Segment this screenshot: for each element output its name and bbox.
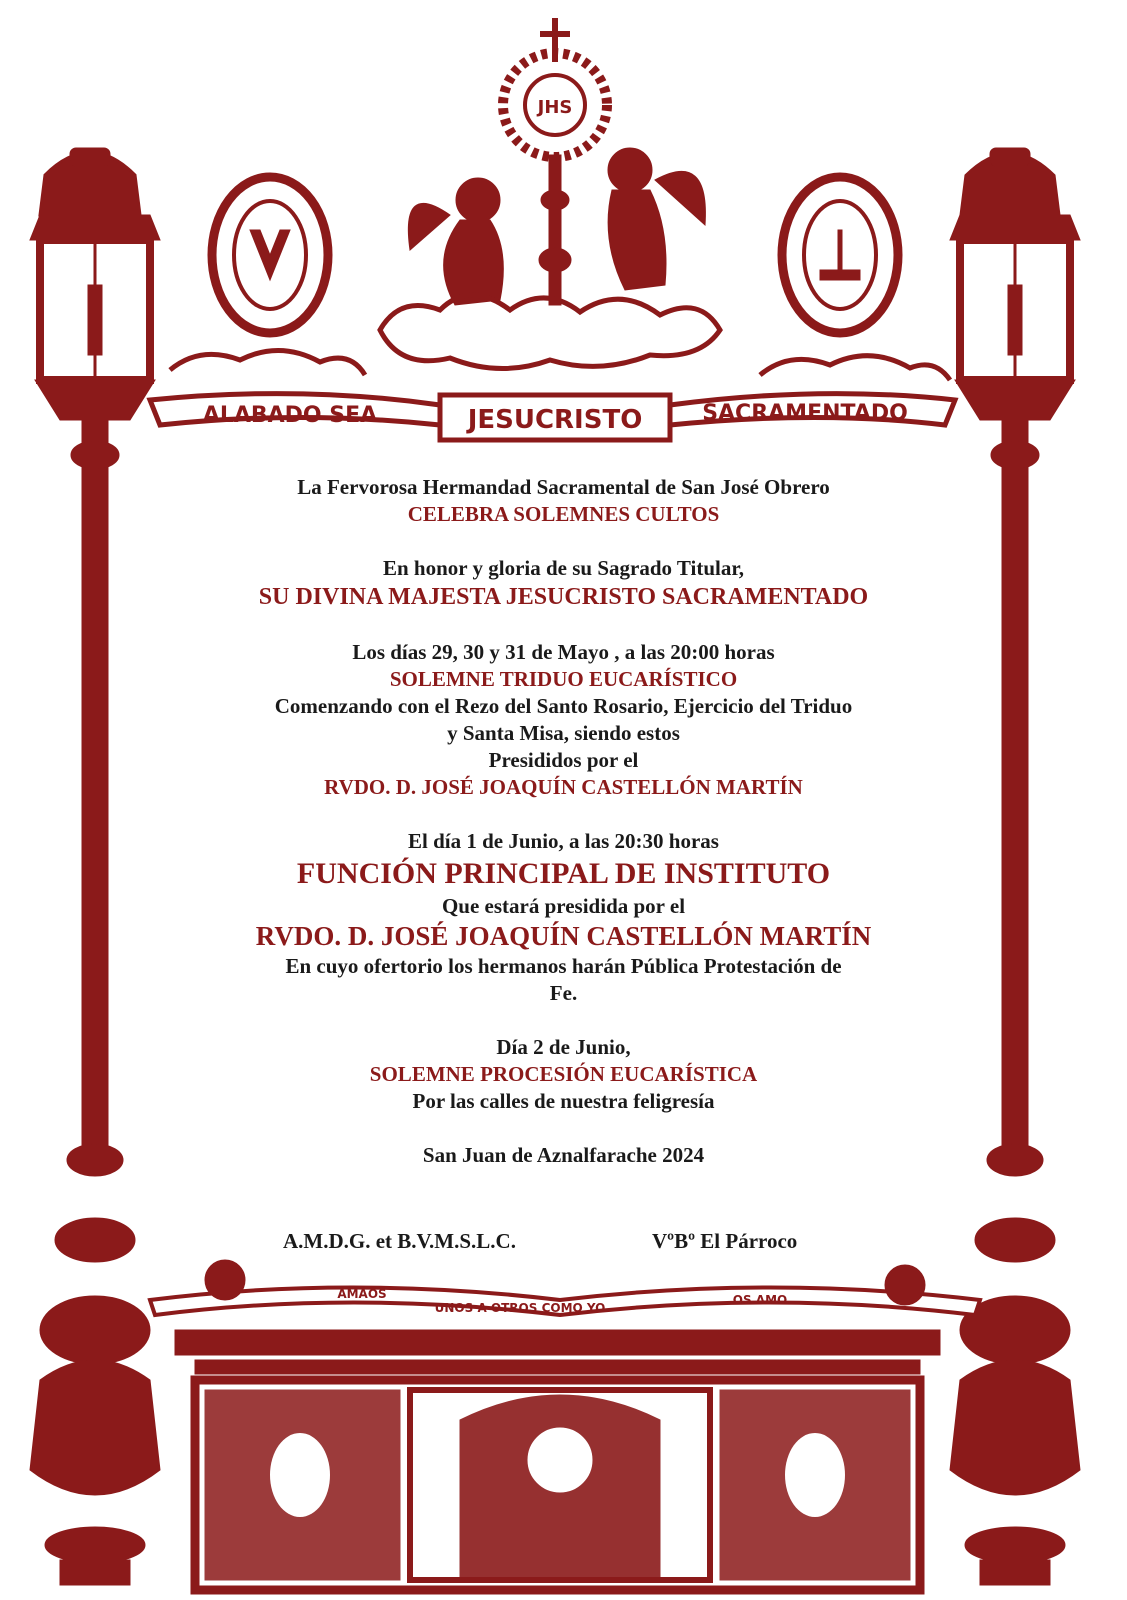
triduo-dates-line: Los días 29, 30 y 31 de Mayo , a las 20:00 horas [352, 640, 775, 664]
funcion-title-line: FUNCIÓN PRINCIPAL DE INSTITUTO [296, 857, 831, 890]
procession-route-line: Por las calles de nuestra feligresía [412, 1089, 715, 1113]
angel-left-icon [408, 178, 503, 305]
titular-line: SU DIVINA MAJESTA JESUCRISTO SACRAMENTADO [258, 584, 869, 610]
triduo-desc-line-1: Comenzando con el Rezo del Santo Rosario, Ejercicio del Triduo [274, 694, 853, 718]
left-post [30, 420, 160, 1585]
lower-banner-part3: OS AMO [732, 1293, 788, 1307]
procession-date-line: Día 2 de Junio, [496, 1035, 631, 1059]
triduo-title-line: SOLEMNE TRIDUO EUCARÍSTICO [389, 667, 738, 691]
footer-left: A.M.D.G. et B.V.M.S.L.C. [283, 1229, 516, 1253]
honor-line: En honor y gloria de su Sagrado Titular, [383, 556, 744, 580]
left-cartouche-icon [212, 177, 328, 333]
lower-banner-part2: UNOS A OTROS COMO YO [434, 1301, 606, 1315]
angel-right-icon [608, 148, 705, 290]
monstrance-icon [503, 18, 607, 305]
triduo-desc-line-2: y Santa Misa, siendo estos [447, 721, 680, 745]
ofertorio-line-2: Fe. [549, 981, 578, 1005]
footer-right: VºBº El Párroco [652, 1229, 798, 1253]
monstrance-monogram: JHS [537, 97, 573, 118]
top-banner [150, 394, 955, 440]
triduo-presider-line: RVDO. D. JOSÉ JOAQUÍN CASTELLÓN MARTÍN [324, 775, 803, 799]
lower-banner-part1: AMAOS [337, 1287, 387, 1301]
funcion-presider-line: RVDO. D. JOSÉ JOAQUÍN CASTELLÓN MARTÍN [255, 921, 872, 951]
procession-title-line: SOLEMNE PROCESIÓN EUCARÍSTICA [369, 1062, 758, 1086]
right-cartouche-icon [782, 177, 898, 333]
ofertorio-line-1: En cuyo ofertorio los hermanos harán Pública Protestación de [285, 954, 842, 978]
funcion-date-line: El día 1 de Junio, a las 20:30 horas [408, 829, 719, 853]
right-lantern-icon [950, 148, 1080, 420]
announcement-text [160, 474, 967, 1169]
brotherhood-line: La Fervorosa Hermandad Sacramental de San José Obrero [297, 475, 830, 499]
left-lantern-icon [30, 148, 160, 420]
banner-center-text: JESUCRISTO [467, 405, 643, 435]
banner-right-text: SACRAMENTADO [702, 401, 908, 426]
right-post [950, 420, 1080, 1585]
funcion-presided-line: Que estará presidida por el [441, 894, 686, 918]
altar-icon [150, 1260, 980, 1590]
place-year-line: San Juan de Aznalfarache 2024 [422, 1143, 705, 1167]
celebrates-line: CELEBRA SOLEMNES CULTOS [407, 502, 720, 526]
banner-left-text: ALABADO SEA [202, 403, 378, 428]
triduo-desc-line-3: Presididos por el [488, 748, 639, 772]
